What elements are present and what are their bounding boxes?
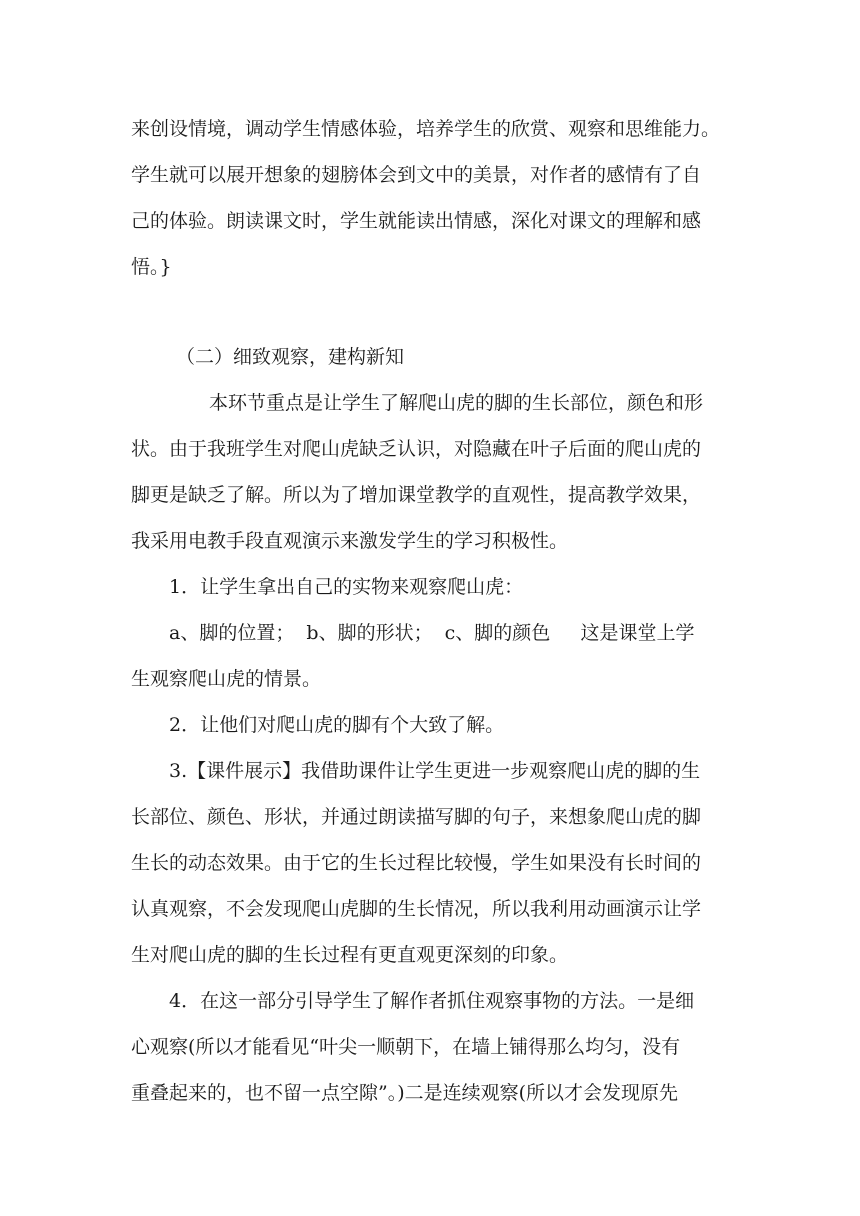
text-line: 长部位、颜色、形状，并通过朗读描写脚的句子，来想象爬山虎的脚 [131, 806, 702, 828]
text-line: 我采用电教手段直观演示来激发学生的学习积极性。 [131, 530, 569, 552]
text-line: 4．在这一部分引导学生了解作者抓住观察事物的方法。一是细 [169, 990, 695, 1012]
text-line: 学生就可以展开想象的翅膀体会到文中的美景，对作者的感情有了自 [131, 164, 702, 186]
text-line: 悟。} [131, 256, 172, 278]
list-item-2: 2．让他们对爬山虎的脚有个大致了解。 [169, 714, 505, 736]
text-line: a、脚的位置； b、脚的形状； c、脚的颜色 这是课堂上学 [169, 622, 695, 644]
text-line: 生观察爬山虎的情景。 [131, 668, 322, 690]
text-line: 状。由于我班学生对爬山虎缺乏认识，对隐藏在叶子后面的爬山虎的 [131, 438, 702, 460]
text-line: 来创设情境，调动学生情感体验，培养学生的欣赏、观察和思维能力。 [131, 118, 721, 140]
text-line: 心观察(所以才能看见“叶尖一顺朝下，在墙上铺得那么均匀，没有 [131, 1036, 681, 1058]
text-line: 重叠起来的，也不留一点空隙”。)二是连续观察(所以才会发现原先 [131, 1082, 679, 1104]
text-line: 认真观察，不会发现爬山虎脚的生长情况，所以我利用动画演示让学 [131, 898, 702, 920]
text-line: 脚更是缺乏了解。所以为了增加课堂教学的直观性，提高教学效果， [131, 484, 702, 506]
text-line: 本环节重点是让学生了解爬山虎的脚的生长部位，颜色和形 [209, 392, 704, 414]
section-heading: （二）细致观察，建构新知 [176, 346, 405, 368]
intro-paragraph [131, 106, 731, 290]
text-line: 生对爬山虎的脚的生长过程有更直观更深刻的印象。 [131, 944, 569, 966]
list-item-1: 1．让学生拿出自己的实物来观察爬山虎： [169, 576, 524, 598]
section-intro-paragraph [131, 380, 731, 564]
list-item-4 [131, 978, 731, 1116]
text-line: 生长的动态效果。由于它的生长过程比较慢，学生如果没有长时间的 [131, 852, 702, 874]
list-item-3 [131, 748, 731, 978]
text-line: 己的体验。朗读课文时，学生就能读出情感，深化对课文的理解和感 [131, 210, 702, 232]
list-item-1-detail [131, 610, 731, 702]
text-line: 3.【课件展示】我借助课件让学生更进一步观察爬山虎的脚的生 [169, 760, 701, 782]
